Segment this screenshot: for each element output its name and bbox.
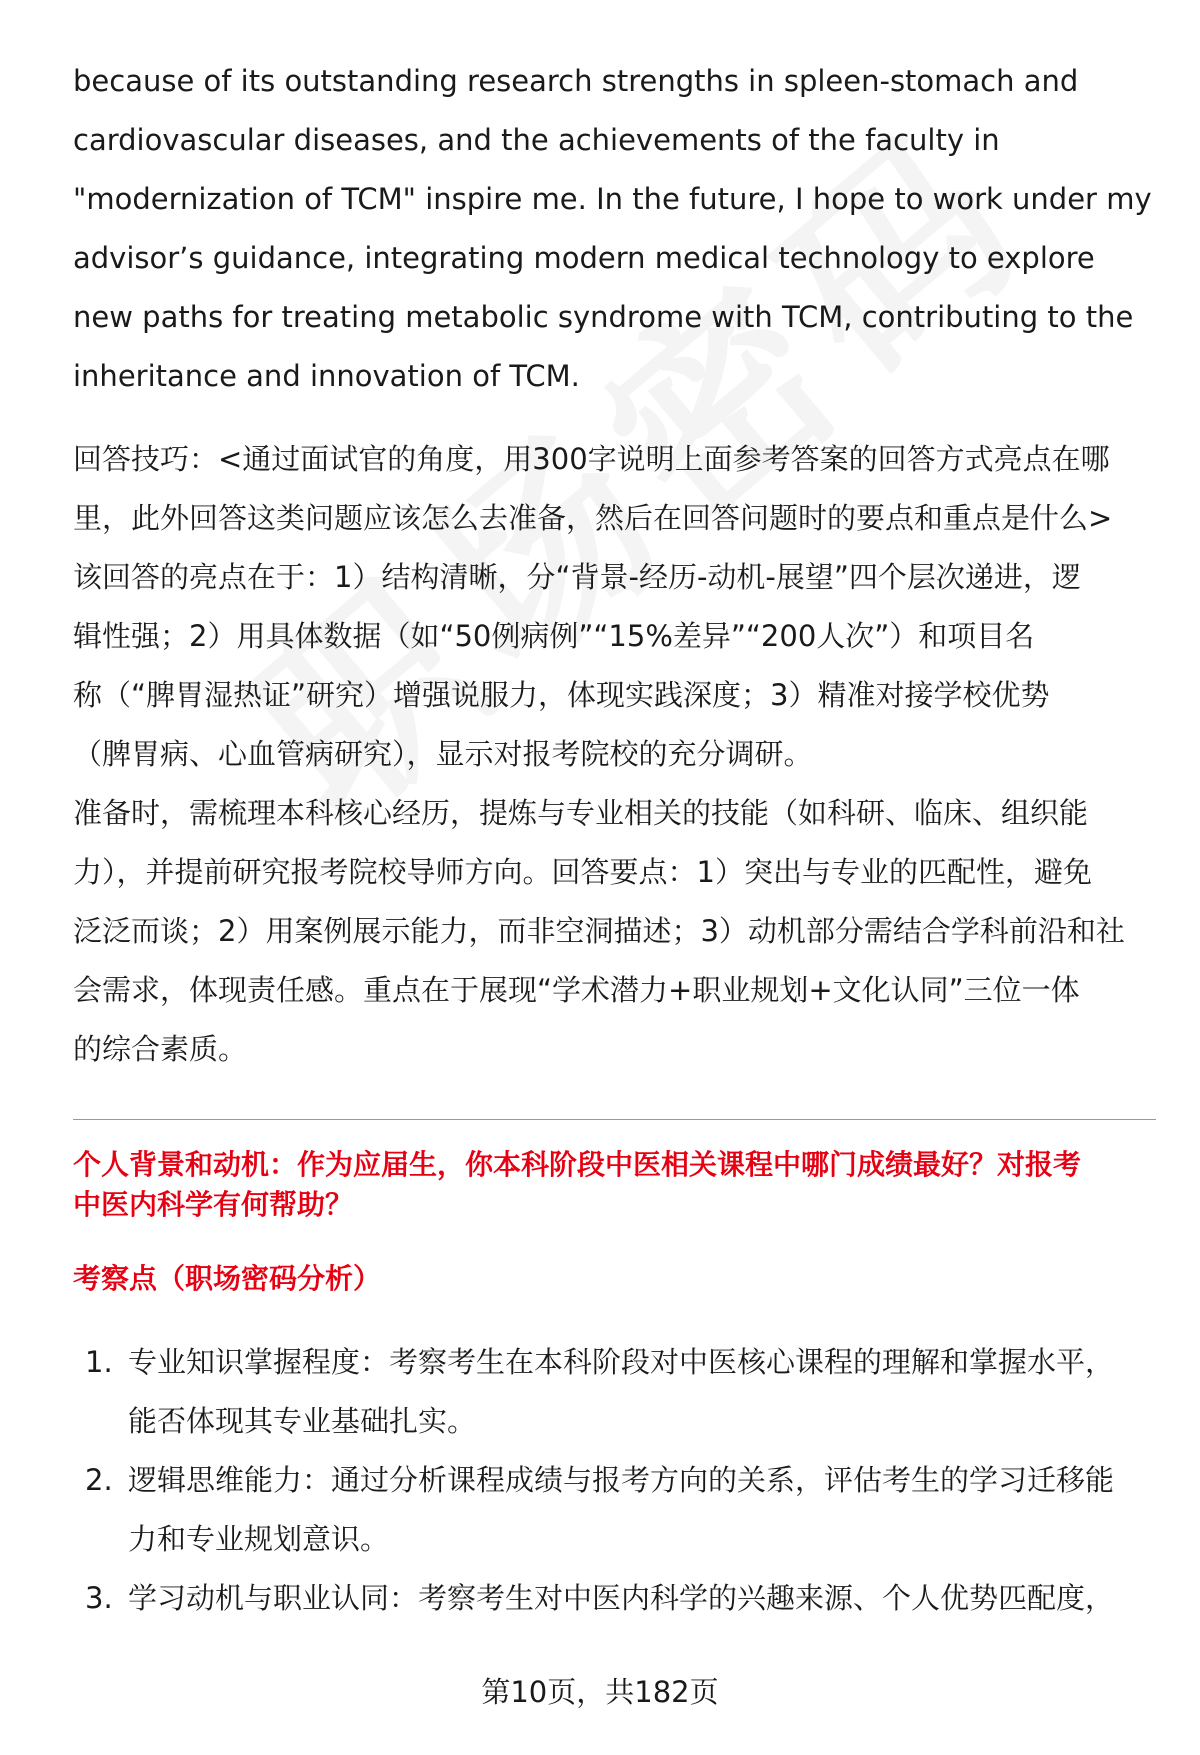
list-item-line: 能否体现其专业基础扎实。 [128,1404,477,1438]
section-divider [73,1119,1156,1120]
tips-line: 该回答的亮点在于：1）结构清晰，分“背景-经历-动机-展望”四个层次递进，逻 [73,560,1081,594]
tips-line: 里，此外回答这类问题应该怎么去准备，然后在回答问题时的要点和重点是什么> [73,501,1113,535]
tips-line: 准备时，需梳理本科核心经历，提炼与专业相关的技能（如科研、临床、组织能 [73,796,1089,830]
list-item-number: 1. [85,1345,113,1379]
english-line: inheritance and innovation of TCM. [73,359,580,393]
list-item [73,1451,1153,1569]
answer-tips-block [73,430,1153,1079]
tips-line: 的综合素质。 [73,1032,248,1066]
list-item [73,1569,1153,1628]
list-item-line: 学习动机与职业认同：考察考生对中医内科学的兴趣来源、个人优势匹配度， [128,1581,1115,1615]
list-item-number: 3. [85,1581,113,1615]
english-line: because of its outstanding research strengths in spleen-stomach and [73,64,1079,98]
list-item-line: 逻辑思维能力：通过分析课程成绩与报考方向的关系，评估考生的学习迁移能 [128,1463,1115,1497]
tips-line: 辑性强；2）用具体数据（如“50例病例”“15%差异”“200人次”）和项目名 [73,619,1035,653]
english-answer-paragraph [73,52,1153,406]
tips-line: 泛泛而谈；2）用案例展示能力，而非空洞描述；3）动机部分需结合学科前沿和社 [73,914,1125,948]
list-item-number: 2. [85,1463,113,1497]
tips-line: 力），并提前研究报考院校导师方向。回答要点：1）突出与专业的匹配性，避免 [73,855,1092,889]
list-item-line: 专业知识掌握程度：考察考生在本科阶段对中医核心课程的理解和掌握水平， [128,1345,1115,1379]
section-title: 考察点（职场密码分析） [73,1262,382,1295]
question-line: 中医内科学有何帮助？ [73,1188,354,1221]
tips-line: （脾胃病、心血管病研究），显示对报考院校的充分调研。 [73,737,813,771]
page-content [73,52,1153,1628]
tips-line: 称（“脾胃湿热证”研究）增强说服力，体现实践深度；3）精准对接学校优势 [73,678,1050,712]
english-line: advisor’s guidance, integrating modern medical technology to explore [73,241,1095,275]
tips-line: 会需求，体现责任感。重点在于展现“学术潜力+职业规划+文化认同”三位一体 [73,973,1080,1007]
assessment-points-list [73,1333,1153,1628]
page-number-footer: 第10页，共182页 [481,1675,719,1709]
list-item-line: 力和专业规划意识。 [128,1522,390,1556]
question-line: 个人背景和动机：作为应届生，你本科阶段中医相关课程中哪门成绩最好？对报考 [73,1148,1082,1181]
question-heading [73,1145,1153,1225]
english-line: "modernization of TCM" inspire me. In the future, I hope to work under my [73,182,1152,216]
english-line: new paths for treating metabolic syndrome with TCM, contributing to the [73,300,1134,334]
tips-line: 回答技巧：<通过面试官的角度，用300字说明上面参考答案的回答方式亮点在哪 [73,442,1110,476]
english-line: cardiovascular diseases, and the achievements of the faculty in [73,123,1000,157]
list-item [73,1333,1153,1451]
